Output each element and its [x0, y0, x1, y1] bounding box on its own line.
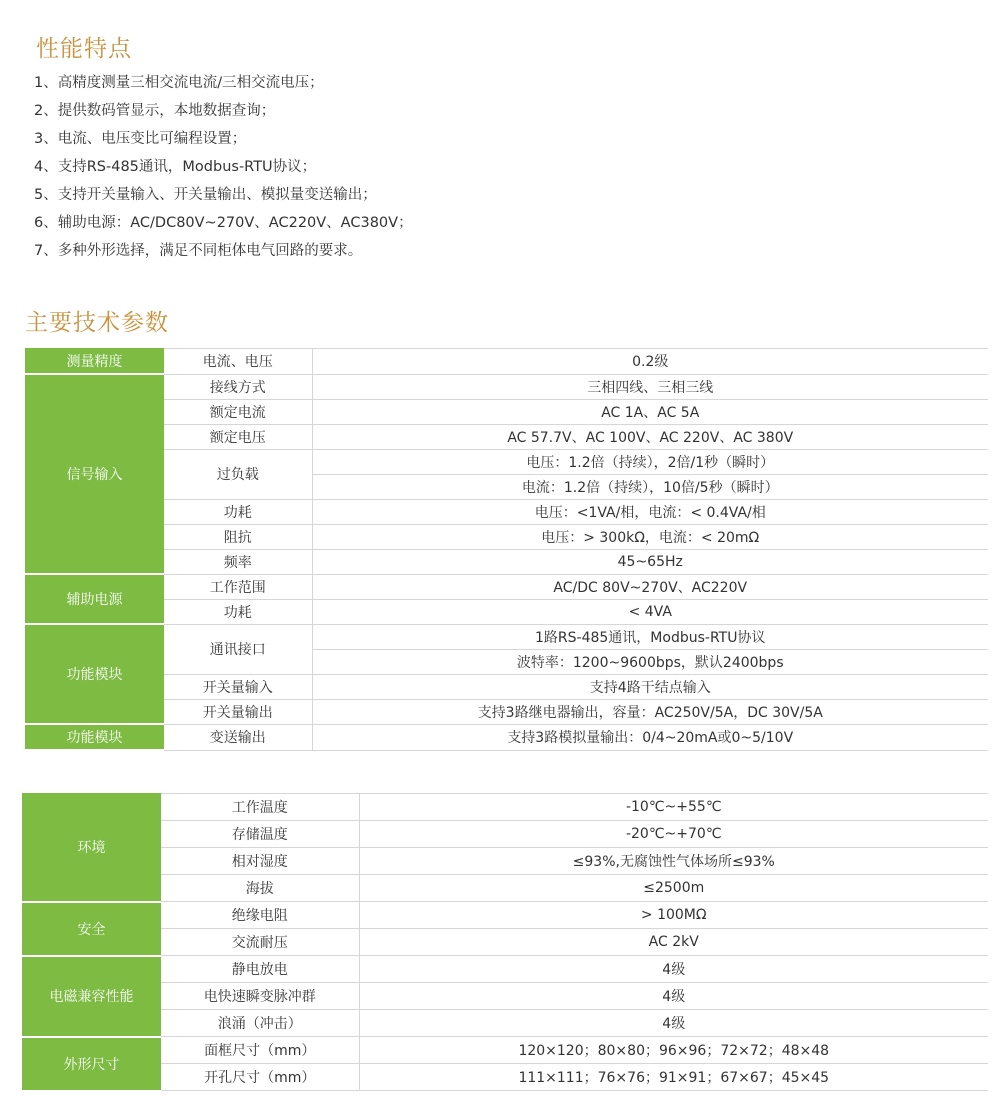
- param-name-cell: 面框尺寸（mm）: [161, 1037, 359, 1064]
- param-name-cell: 电流、电压: [164, 349, 312, 375]
- category-cell: 辅助电源: [25, 574, 164, 624]
- param-value-cell: > 100MΩ: [359, 902, 988, 929]
- category-cell: 功能模块: [25, 724, 164, 750]
- feature-item: 3、电流、电压变比可编程设置；: [34, 131, 247, 147]
- param-value-cell: 三相四线、三相三线: [312, 374, 988, 399]
- param-value-cell: 111×111；76×76；91×91；67×67；45×45: [359, 1064, 988, 1091]
- table-row: [25, 724, 988, 750]
- category-cell: 信号输入: [25, 374, 164, 574]
- param-value-cell: 4级: [359, 983, 988, 1010]
- category-cell: 功能模块: [25, 624, 164, 724]
- table-row: [25, 624, 988, 649]
- category-cell: 安全: [22, 902, 161, 956]
- specs-title: 主要技术参数: [25, 310, 169, 336]
- feature-item: 7、多种外形选择，满足不同柜体电气回路的要求。: [34, 243, 363, 259]
- param-name-cell: 功耗: [164, 499, 312, 524]
- param-name-cell: 绝缘电阻: [161, 902, 359, 929]
- param-value-cell: 4级: [359, 1010, 988, 1037]
- table-row: [22, 1064, 988, 1091]
- param-value-cell: 波特率：1200~9600bps，默认2400bps: [312, 649, 988, 674]
- param-value-cell: 电流：1.2倍（持续），10倍/5秒（瞬时）: [312, 474, 988, 499]
- table-row: [25, 399, 988, 424]
- table-row: [22, 1010, 988, 1037]
- param-name-cell: 通讯接口: [164, 624, 312, 674]
- spec-table-environment: [22, 793, 988, 1092]
- feature-item: 4、支持RS-485通讯，Modbus-RTU协议；: [34, 159, 317, 175]
- table-row: [22, 983, 988, 1010]
- category-cell: 环境: [22, 794, 161, 902]
- feature-item: 2、提供数码管显示，本地数据查询；: [34, 103, 276, 119]
- param-value-cell: 120×120；80×80；96×96；72×72；48×48: [359, 1037, 988, 1064]
- param-name-cell: 频率: [164, 549, 312, 574]
- spec-table-electrical: [25, 348, 988, 751]
- param-name-cell: 阻抗: [164, 524, 312, 549]
- param-value-cell: ≤2500m: [359, 875, 988, 902]
- param-name-cell: 相对湿度: [161, 848, 359, 875]
- param-value-cell: -10℃~+55℃: [359, 794, 988, 821]
- param-name-cell: 电快速瞬变脉冲群: [161, 983, 359, 1010]
- features-title: 性能特点: [36, 36, 132, 62]
- table-row: [22, 1037, 988, 1064]
- param-value-cell: 1路RS-485通讯，Modbus-RTU协议: [312, 624, 988, 649]
- param-value-cell: 支持3路模拟量输出：0/4~20mA或0~5/10V: [312, 724, 988, 750]
- param-name-cell: 功耗: [164, 599, 312, 624]
- feature-item: 5、支持开关量输入、开关量输出、模拟量变送输出；: [34, 187, 377, 203]
- param-name-cell: 过负载: [164, 449, 312, 499]
- category-cell: 电磁兼容性能: [22, 956, 161, 1037]
- table-row: [25, 499, 988, 524]
- param-value-cell: AC 57.7V、AC 100V、AC 220V、AC 380V: [312, 424, 988, 449]
- param-value-cell: 0.2级: [312, 349, 988, 375]
- param-name-cell: 额定电压: [164, 424, 312, 449]
- param-value-cell: 电压：> 300kΩ，电流：< 20mΩ: [312, 524, 988, 549]
- table-row: [22, 848, 988, 875]
- table-row: [25, 449, 988, 474]
- param-value-cell: 支持3路继电器输出，容量：AC250V/5A，DC 30V/5A: [312, 699, 988, 724]
- param-name-cell: 开关量输入: [164, 674, 312, 699]
- table-row: [22, 956, 988, 983]
- param-name-cell: 静电放电: [161, 956, 359, 983]
- param-value-cell: 4级: [359, 956, 988, 983]
- param-name-cell: 浪涌（冲击）: [161, 1010, 359, 1037]
- features-list: [34, 73, 413, 269]
- table-row: [25, 424, 988, 449]
- param-value-cell: 电压：<1VA/相，电流：< 0.4VA/相: [312, 499, 988, 524]
- table-row: [22, 875, 988, 902]
- feature-item: 6、辅助电源：AC/DC80V~270V、AC220V、AC380V；: [34, 215, 413, 231]
- table-row: [25, 549, 988, 574]
- param-name-cell: 开孔尺寸（mm）: [161, 1064, 359, 1091]
- param-value-cell: 45~65Hz: [312, 549, 988, 574]
- table-row: [22, 902, 988, 929]
- table-row: [25, 524, 988, 549]
- param-name-cell: 开关量输出: [164, 699, 312, 724]
- param-name-cell: 交流耐压: [161, 929, 359, 956]
- param-name-cell: 接线方式: [164, 374, 312, 399]
- param-value-cell: ≤93%,无腐蚀性气体场所≤93%: [359, 848, 988, 875]
- param-value-cell: 电压：1.2倍（持续），2倍/1秒（瞬时）: [312, 449, 988, 474]
- table-row: [25, 349, 988, 375]
- param-value-cell: AC 2kV: [359, 929, 988, 956]
- param-name-cell: 存储温度: [161, 821, 359, 848]
- table-row: [25, 599, 988, 624]
- table-row: [25, 374, 988, 399]
- param-value-cell: AC/DC 80V~270V、AC220V: [312, 574, 988, 599]
- table-row: [25, 699, 988, 724]
- table-row: [25, 574, 988, 599]
- param-name-cell: 工作范围: [164, 574, 312, 599]
- table-row: [22, 821, 988, 848]
- category-cell: 外形尺寸: [22, 1037, 161, 1091]
- param-name-cell: 额定电流: [164, 399, 312, 424]
- param-name-cell: 工作温度: [161, 794, 359, 821]
- table-row: [25, 674, 988, 699]
- table-row: [22, 929, 988, 956]
- category-cell: 测量精度: [25, 349, 164, 375]
- param-value-cell: AC 1A、AC 5A: [312, 399, 988, 424]
- param-value-cell: -20℃~+70℃: [359, 821, 988, 848]
- param-name-cell: 海拔: [161, 875, 359, 902]
- param-value-cell: 支持4路干结点输入: [312, 674, 988, 699]
- param-value-cell: < 4VA: [312, 599, 988, 624]
- feature-item: 1、高精度测量三相交流电流/三相交流电压；: [34, 75, 324, 91]
- table-row: [22, 794, 988, 821]
- param-name-cell: 变送输出: [164, 724, 312, 750]
